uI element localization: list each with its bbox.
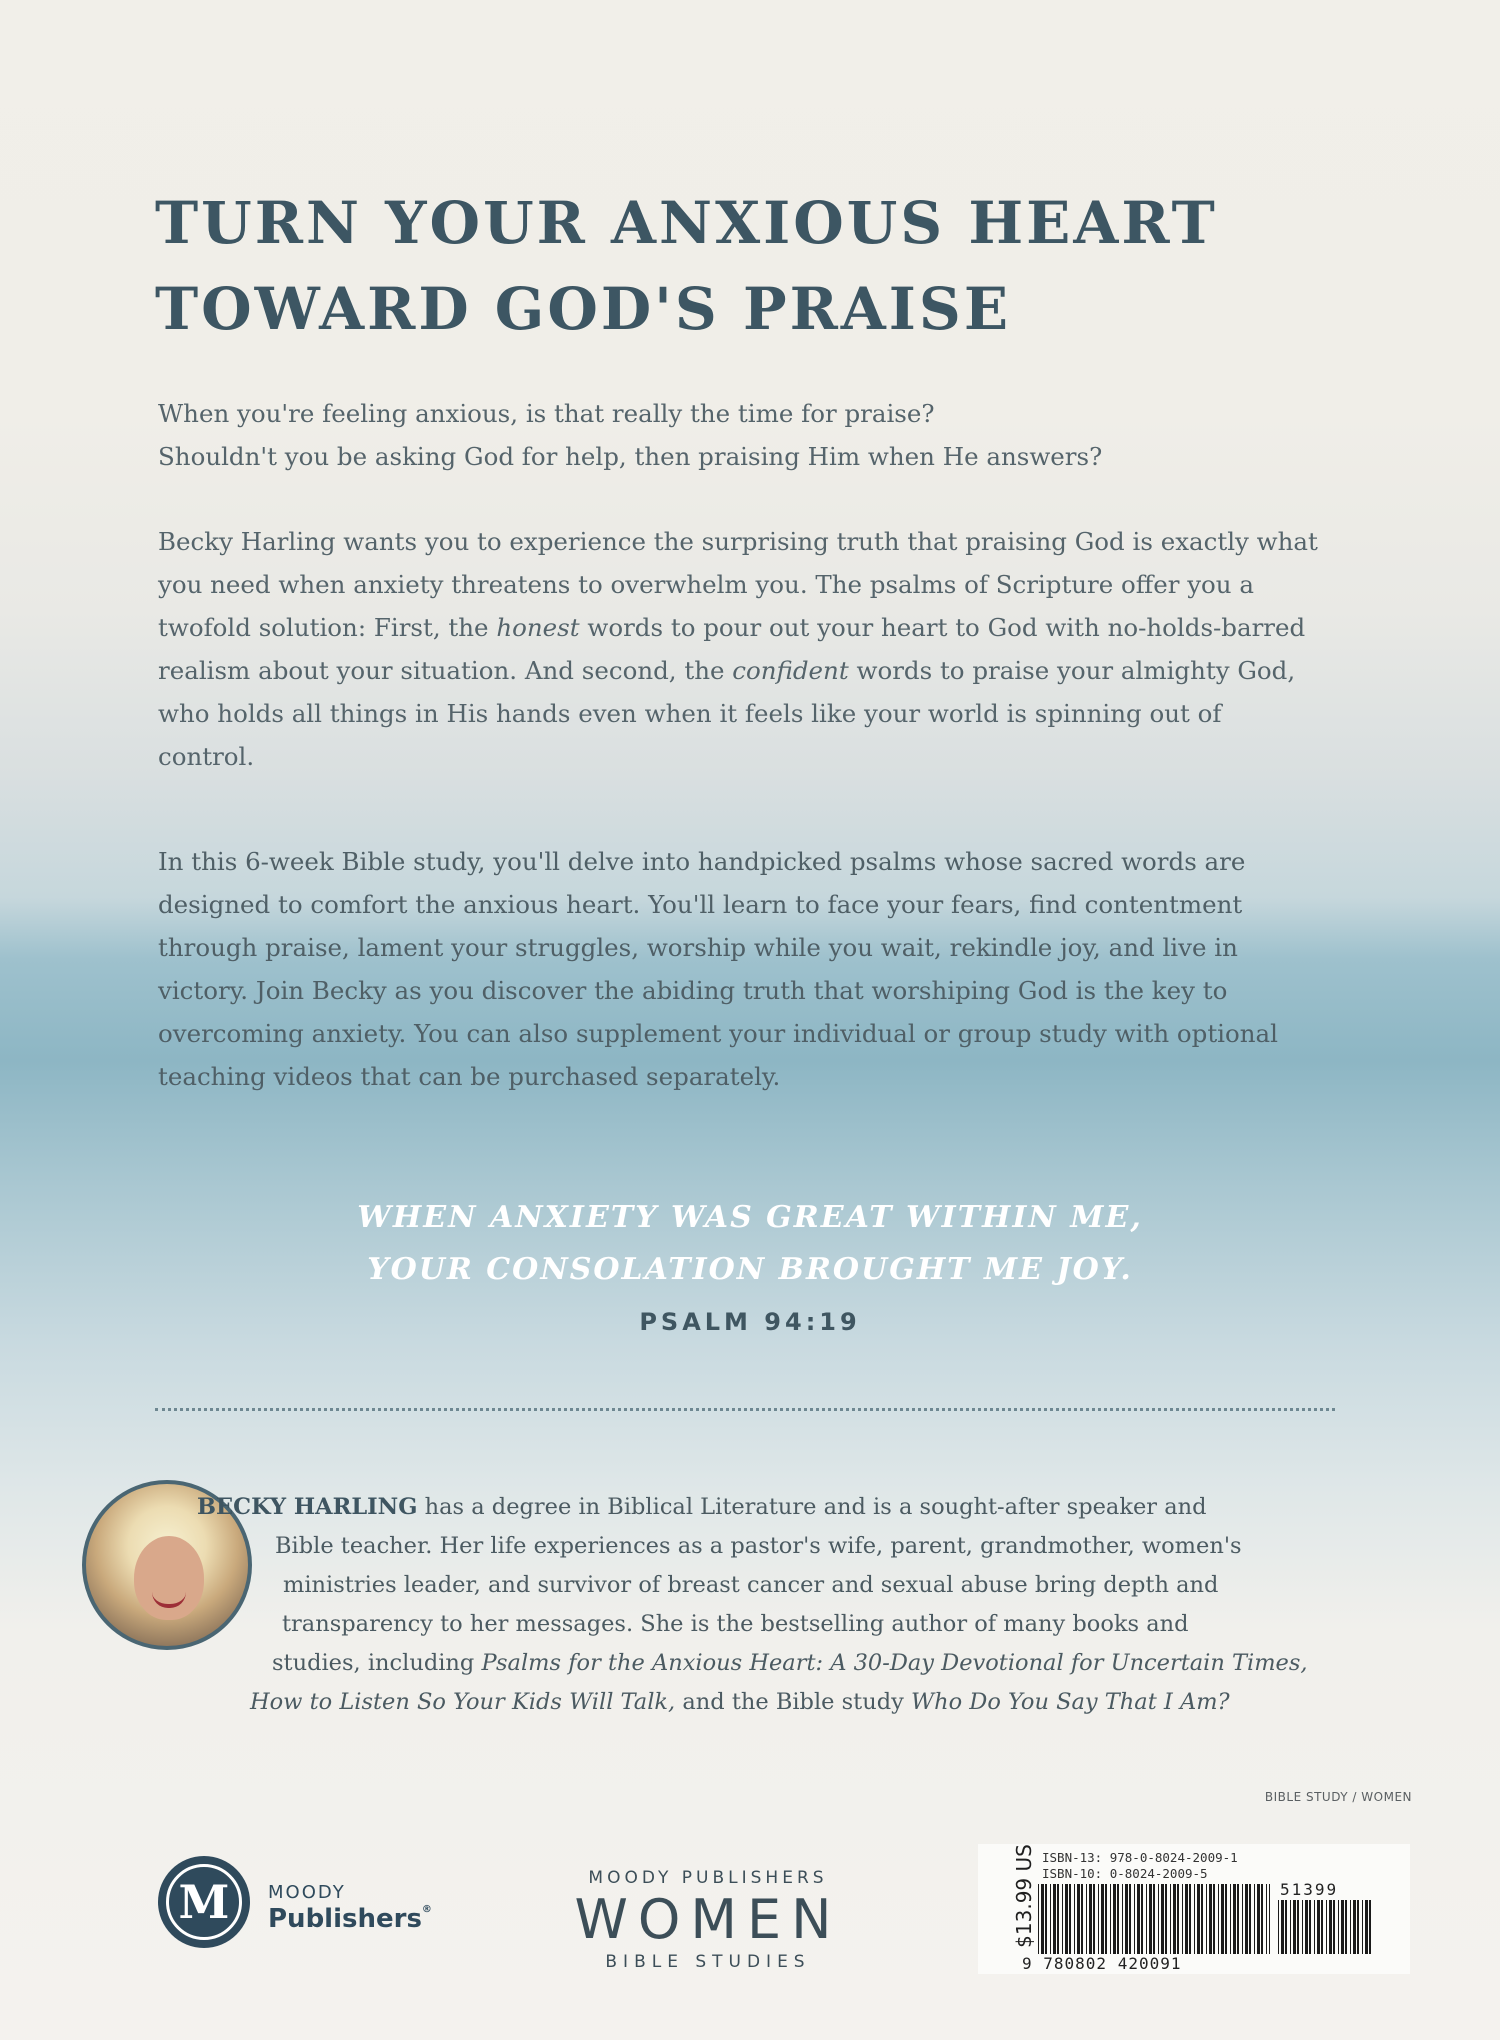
- intro-line-2: Shouldn't you be asking God for help, then praising Him when He answers?: [158, 442, 1103, 471]
- barcode-bar: [1269, 1884, 1270, 1954]
- addon-digits: 51399: [1280, 1880, 1339, 1899]
- barcode-bar: [1230, 1884, 1231, 1954]
- description-part-3: words to praise your almighty God, who holds all things in His hands even when it feels like your world is spinning out of control.: [158, 656, 1296, 771]
- bio-line-2: Bible teacher. Her life experiences as a pastor's wife, parent, grandmother, women's: [275, 1533, 1242, 1559]
- moody-logo-top: MOODY: [268, 1882, 346, 1903]
- description-paragraph: [158, 520, 1318, 778]
- category-label: BIBLE STUDY / WOMEN: [1264, 1790, 1412, 1804]
- barcode-bar: [1110, 1884, 1111, 1954]
- barcode-digits: 9 780802 420091: [1022, 1954, 1182, 1973]
- registered-mark: ®: [421, 1904, 432, 1915]
- series-main: WOMEN: [574, 1888, 842, 1951]
- barcode-bar: [1170, 1884, 1171, 1954]
- quote-line-2: YOUR CONSOLATION BROUGHT ME JOY.: [367, 1252, 1133, 1287]
- book-title-1: Psalms for the Anxious Heart: A 30-Day Devotional for Uncertain Times,: [481, 1650, 1308, 1676]
- barcode-bar: [1321, 1900, 1323, 1954]
- barcode-bar: [1045, 1884, 1047, 1954]
- series-top: MOODY PUBLISHERS: [588, 1868, 828, 1888]
- bio-line-5: [272, 1644, 1308, 1683]
- isbn-10: ISBN-10: 0-8024-2009-5: [1042, 1866, 1208, 1881]
- intro-line-1: When you're feeling anxious, is that really the time for praise?: [158, 399, 935, 428]
- barcode-bar: [1185, 1884, 1188, 1954]
- barcode-bar: [1098, 1884, 1099, 1954]
- barcode-bar: [1302, 1900, 1303, 1954]
- barcode-bar: [1326, 1900, 1327, 1954]
- barcode-bar: [1309, 1900, 1311, 1954]
- bio-line-1: [197, 1488, 1308, 1527]
- barcode-bar: [1285, 1900, 1287, 1954]
- barcode-bar: [1341, 1900, 1344, 1954]
- barcode-bar: [1137, 1884, 1140, 1954]
- ean-barcode: [1038, 1884, 1270, 1954]
- barcode-bar: [1069, 1884, 1071, 1954]
- author-name: BECKY HARLING: [197, 1494, 418, 1520]
- barcode-bar: [1281, 1900, 1284, 1954]
- barcode-bar: [1221, 1884, 1224, 1954]
- series-bottom: BIBLE STUDIES: [605, 1952, 811, 1972]
- barcode-bar: [1117, 1884, 1119, 1954]
- moody-m-icon: M: [158, 1856, 250, 1948]
- barcode-bar: [1101, 1884, 1104, 1954]
- barcode-bar: [1353, 1900, 1356, 1954]
- description-part-1: Becky Harling wants you to experience the surprising truth that praising God is exactly what you need when anxiety threatens to overwhelm you. The psalms of Scripture offer you a twofold solution: First, the: [158, 527, 1318, 642]
- description-emphasis-confident: confident: [732, 656, 849, 685]
- barcode-bar: [1329, 1900, 1332, 1954]
- barcode-bar: [1081, 1884, 1083, 1954]
- barcode-bar: [1065, 1884, 1068, 1954]
- barcode-bar: [1338, 1900, 1339, 1954]
- barcode-bar: [1122, 1884, 1123, 1954]
- barcode-bar: [1297, 1900, 1299, 1954]
- barcode-bar: [1261, 1884, 1263, 1954]
- barcode-bar: [1369, 1900, 1371, 1954]
- barcode-bar: [1257, 1884, 1260, 1954]
- barcode-bar: [1141, 1884, 1143, 1954]
- headline-line-1: TURN YOUR ANXIOUS HEART: [155, 189, 1218, 257]
- barcode-bar: [1201, 1884, 1203, 1954]
- barcode-bar: [1242, 1884, 1243, 1954]
- barcode-bar: [1062, 1884, 1063, 1954]
- barcode-bar: [1233, 1884, 1236, 1954]
- scripture-reference: PSALM 94:19: [639, 1308, 861, 1336]
- barcode-bar: [1197, 1884, 1200, 1954]
- barcode-bar: [1074, 1884, 1075, 1954]
- barcode-bar: [1278, 1900, 1279, 1954]
- barcode-bar: [1086, 1884, 1087, 1954]
- barcode-bar: [1077, 1884, 1080, 1954]
- author-bio: [0, 1488, 1308, 1722]
- barcode-bar: [1245, 1884, 1248, 1954]
- women-bible-studies-logo: [548, 1868, 868, 1972]
- barcode-bar: [1113, 1884, 1116, 1954]
- barcode-bar: [1182, 1884, 1183, 1954]
- barcode-bar: [1093, 1884, 1095, 1954]
- barcode-bar: [1050, 1884, 1051, 1954]
- barcode-bar: [1158, 1884, 1159, 1954]
- bio-line-4: transparency to her messages. She is the bestselling author of many books and: [282, 1611, 1189, 1637]
- barcode-bar: [1129, 1884, 1131, 1954]
- headline-line-2: TOWARD GOD'S PRAISE: [155, 275, 1012, 343]
- moody-logo-bottom: [268, 1904, 432, 1934]
- book-title-3: Who Do You Say That I Am?: [910, 1689, 1230, 1715]
- barcode-bar: [1293, 1900, 1296, 1954]
- barcode-bar: [1333, 1900, 1335, 1954]
- barcode-block: [978, 1844, 1410, 1974]
- barcode-bar: [1249, 1884, 1251, 1954]
- barcode-bar: [1314, 1900, 1315, 1954]
- barcode-bar: [1237, 1884, 1239, 1954]
- moody-logo-publishers: Publishers: [268, 1904, 422, 1934]
- barcode-bar: [1177, 1884, 1179, 1954]
- barcode-bar: [1317, 1900, 1320, 1954]
- barcode-bar: [1134, 1884, 1135, 1954]
- barcode-bar: [1218, 1884, 1219, 1954]
- barcode-bar: [1206, 1884, 1207, 1954]
- book-title-2: How to Listen So Your Kids Will Talk,: [250, 1689, 676, 1715]
- barcode-bar: [1225, 1884, 1227, 1954]
- headline: [155, 180, 1218, 352]
- barcode-bar: [1089, 1884, 1092, 1954]
- bio-line-6: [250, 1683, 1308, 1722]
- bio-line-6-mid: and the Bible study: [675, 1689, 911, 1715]
- barcode-bar: [1105, 1884, 1107, 1954]
- intro-paragraph: [158, 392, 1318, 478]
- barcode-bar: [1149, 1884, 1152, 1954]
- barcode-bar: [1165, 1884, 1167, 1954]
- barcode-bar: [1194, 1884, 1195, 1954]
- scripture-quote: [0, 1192, 1500, 1296]
- barcode-bar: [1038, 1884, 1039, 1954]
- barcode-bar: [1041, 1884, 1044, 1954]
- barcode-bar: [1053, 1884, 1056, 1954]
- barcode-bar: [1362, 1900, 1363, 1954]
- barcode-bar: [1290, 1900, 1291, 1954]
- bio-line-5-start: studies, including: [272, 1650, 482, 1676]
- barcode-bar: [1350, 1900, 1351, 1954]
- barcode-bar: [1153, 1884, 1155, 1954]
- isbn-13: ISBN-13: 978-0-8024-2009-1: [1042, 1850, 1238, 1865]
- barcode-bar: [1365, 1900, 1368, 1954]
- moody-publishers-logo: [158, 1848, 458, 1958]
- barcode-bar: [1254, 1884, 1255, 1954]
- description-emphasis-honest: honest: [496, 613, 580, 642]
- quote-line-1: WHEN ANXIETY WAS GREAT WITHIN ME,: [357, 1200, 1143, 1235]
- barcode-bar: [1209, 1884, 1212, 1954]
- barcode-bar: [1305, 1900, 1308, 1954]
- barcode-bar: [1357, 1900, 1359, 1954]
- barcode-bar: [1057, 1884, 1059, 1954]
- barcode-bar: [1146, 1884, 1147, 1954]
- barcode-bar: [1189, 1884, 1191, 1954]
- barcode-bar: [1213, 1884, 1215, 1954]
- barcode-bar: [1161, 1884, 1164, 1954]
- price-label: $13.99 US: [1011, 1844, 1036, 1948]
- description-part-2: words to pour out your heart to God with no-holds-barred realism about your situation. And second, the: [158, 613, 1306, 685]
- bio-line-1-text: has a degree in Biblical Literature and is a sought-after speaker and: [417, 1494, 1207, 1520]
- addon-barcode: [1278, 1900, 1374, 1954]
- barcode-bar: [1125, 1884, 1128, 1954]
- study-paragraph: In this 6-week Bible study, you'll delve into handpicked psalms whose sacred words are designed to comfort the anxious heart. You'll learn to face your fears, find contentment through praise, lament your struggles, worship while you wait, rekindle joy, and live in victory. Join Becky as you discover the abiding truth that worshiping God is the key to overcoming anxiety. You can also supplement your individual or group study with optional teaching videos that can be purchased separately.: [158, 847, 1278, 1091]
- barcode-bar: [1345, 1900, 1347, 1954]
- dotted-divider: [155, 1408, 1335, 1411]
- bio-line-3: ministries leader, and survivor of breast cancer and sexual abuse bring depth and: [283, 1572, 1219, 1598]
- barcode-bar: [1266, 1884, 1267, 1954]
- barcode-bar: [1173, 1884, 1176, 1954]
